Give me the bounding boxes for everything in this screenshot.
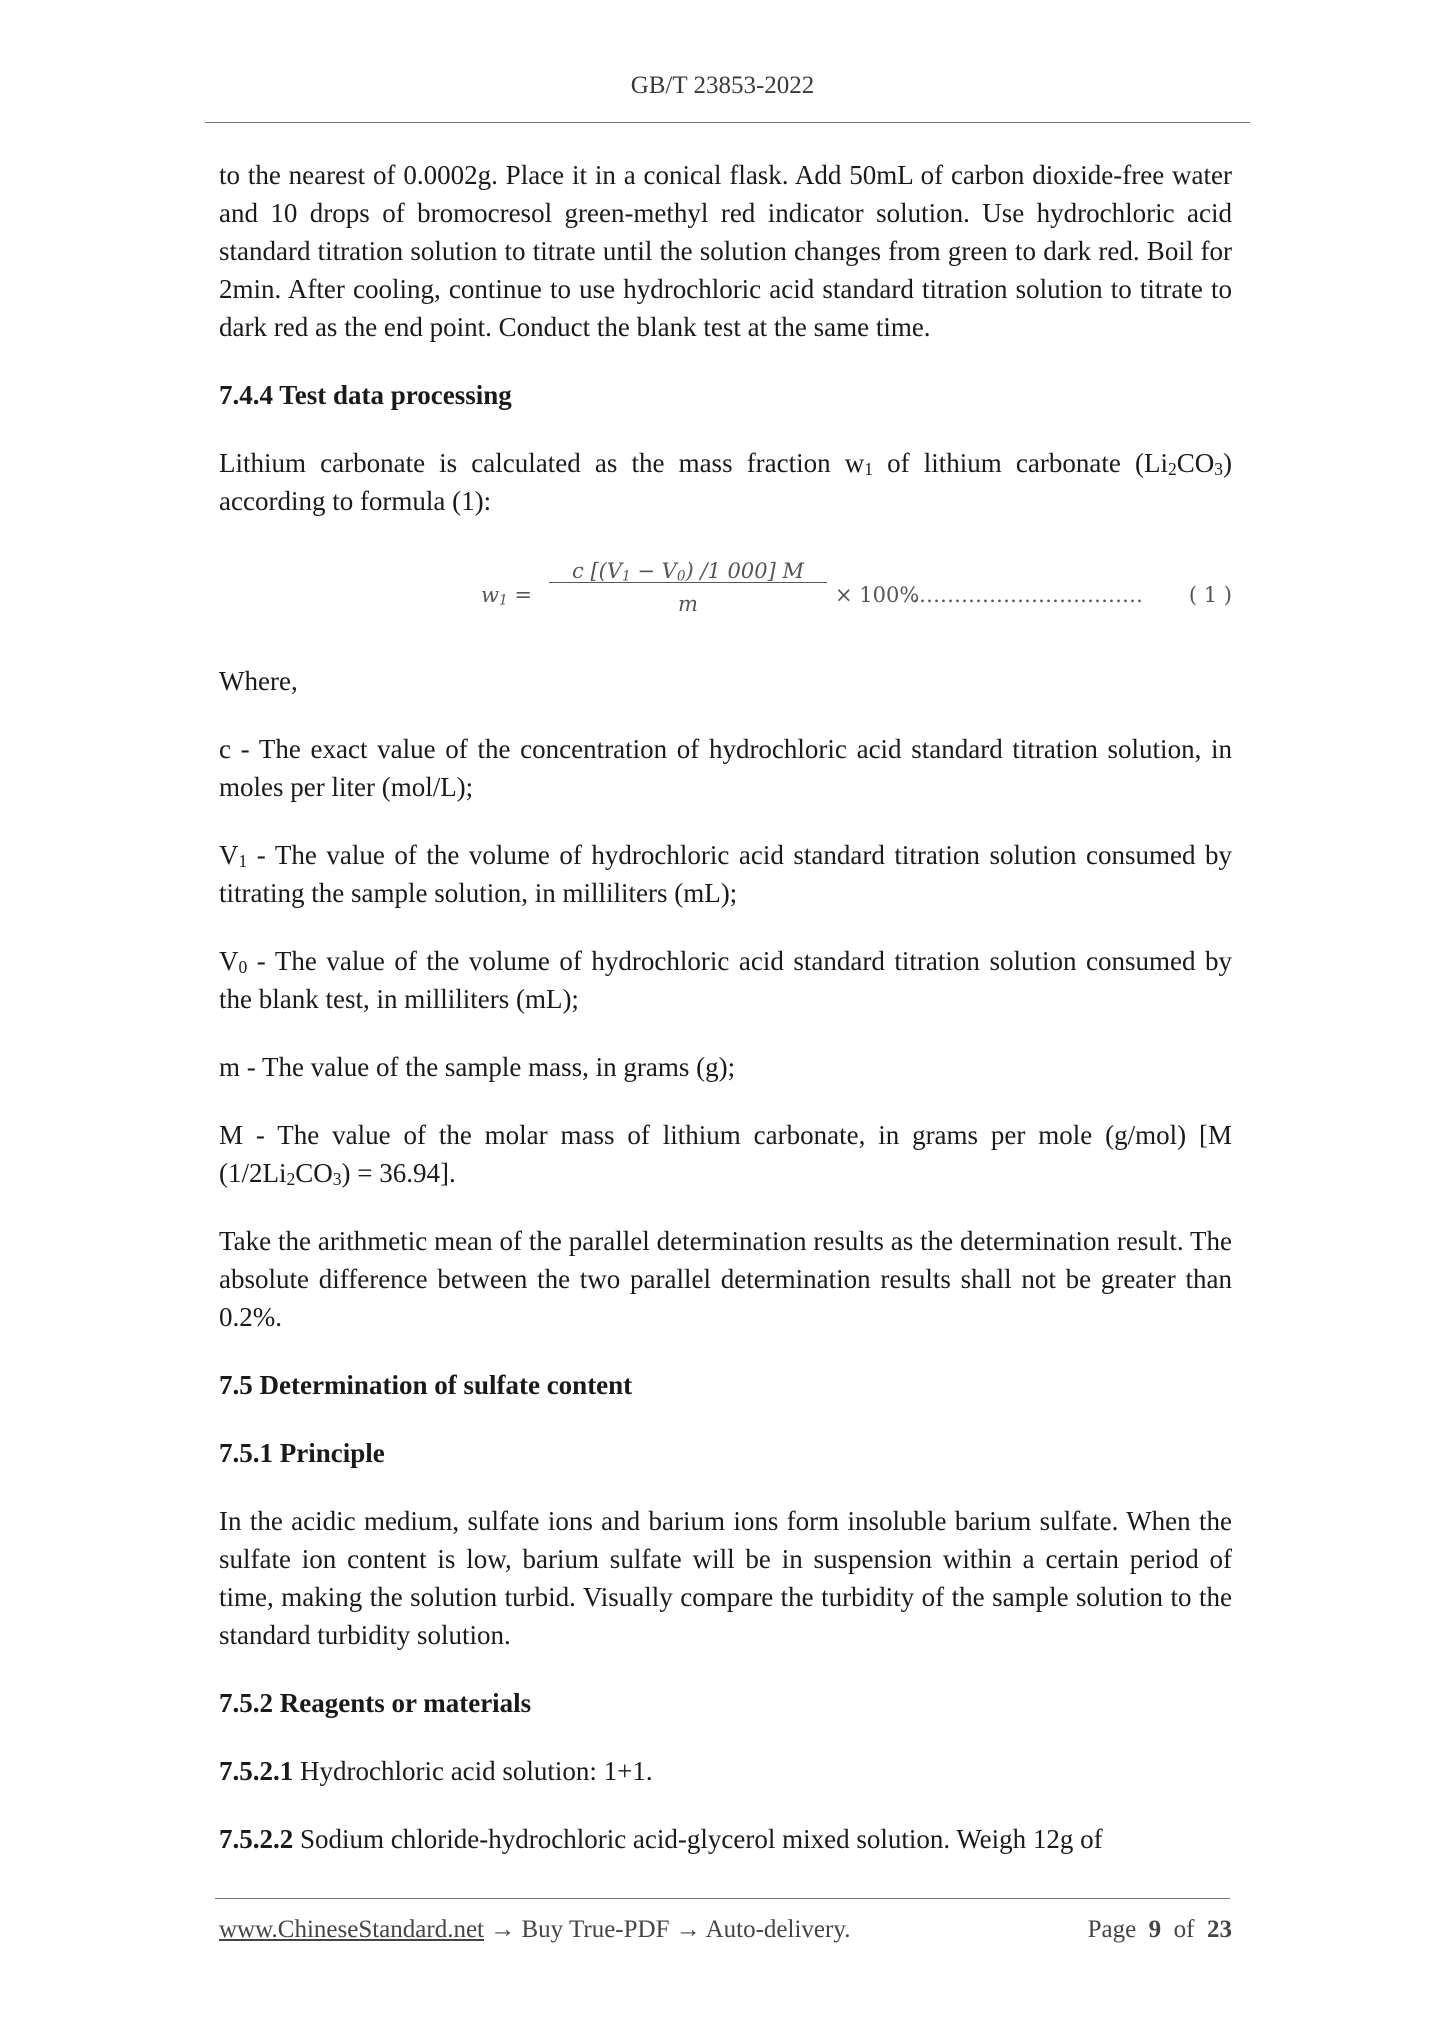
mean-paragraph: Take the arithmetic mean of the parallel determination results as the determination result. The absolute difference between the two parallel determination results shall not be greater than 0.2%. bbox=[219, 1226, 1232, 1332]
footer-promo bbox=[219, 1916, 850, 1944]
document-body bbox=[219, 156, 1232, 1858]
arrow-right-icon: → bbox=[669, 1916, 706, 1943]
arrow-right-icon: → bbox=[484, 1916, 522, 1943]
header-divider bbox=[205, 122, 1250, 123]
reagent-7-5-2-2: 7.5.2.2 Sodium chloride-hydrochloric acid-glycerol mixed solution. Weigh 12g of bbox=[219, 1824, 1103, 1854]
calculation-paragraph: Lithium carbonate is calculated as the mass fraction w1 of lithium carbonate (Li2CO3) according to formula (1): bbox=[219, 448, 1232, 516]
formula-leader-dots: …………………………… bbox=[912, 583, 1143, 607]
formula-lhs: w1 = bbox=[481, 583, 532, 609]
where-label: Where, bbox=[219, 666, 298, 696]
section-heading-7-5-2: 7.5.2 Reagents or materials bbox=[219, 1688, 532, 1718]
definition-m: m - The value of the sample mass, in grams (g); bbox=[219, 1052, 736, 1082]
section-heading-7-5-1: 7.5.1 Principle bbox=[219, 1438, 385, 1468]
formula-fraction bbox=[549, 552, 827, 623]
definition-molar-mass: M - The value of the molar mass of lithium carbonate, in grams per mole (g/mol) [M (1/2Li2CO3) = 36.94]. bbox=[219, 1120, 1232, 1190]
section-heading-7-4-4: 7.4.4 Test data processing bbox=[219, 380, 512, 410]
intro-paragraph: to the nearest of 0.0002g. Place it in a conical flask. Add 50mL of carbon dioxide-free water and 10 drops of bromocresol green-methyl red indicator solution. Use hydrochloric acid standard titration solution to titrate until the solution changes from green to dark red. Boil for 2min. After cooling, continue to use hydrochloric acid standard titration solution to titrate to dark red as the end point. Conduct the blank test at the same time. bbox=[219, 160, 1232, 342]
formula-denominator: m bbox=[678, 592, 698, 616]
document-header-title: GB/T 23853-2022 bbox=[630, 72, 815, 99]
buy-true-pdf-text: Buy True-PDF bbox=[521, 1916, 670, 1943]
chinesestandard-link[interactable]: www.ChineseStandard.net bbox=[219, 1916, 484, 1943]
section-heading-7-5: 7.5 Determination of sulfate content bbox=[219, 1370, 633, 1400]
definition-v1: V1 - The value of the volume of hydrochloric acid standard titration solution consumed by titrating the sample solution, in milliliters (mL); bbox=[219, 840, 1232, 908]
principle-paragraph: In the acidic medium, sulfate ions and barium ions form insoluble barium sulfate. When the sulfate ion content is low, barium sulfate will be in suspension within a certain period of time, making the solution turbid. Visually compare the turbidity of the sample solution to the standard turbidity solution. bbox=[219, 1506, 1232, 1650]
definition-v0: V0 - The value of the volume of hydrochloric acid standard titration solution consumed by the blank test, in milliliters (mL); bbox=[219, 946, 1232, 1014]
formula-1 bbox=[219, 552, 1232, 632]
footer-divider bbox=[215, 1898, 1230, 1899]
page-number: Page 9 of 23 bbox=[1087, 1916, 1232, 1943]
formula-number: ( 1 ) bbox=[1188, 583, 1232, 607]
formula-numerator: c [(V1 − V0) /1 000] M bbox=[572, 559, 804, 585]
reagent-7-5-2-1: 7.5.2.1 Hydrochloric acid solution: 1+1. bbox=[219, 1756, 653, 1786]
auto-delivery-text: Auto-delivery. bbox=[705, 1916, 851, 1943]
definition-c: c - The exact value of the concentration of hydrochloric acid standard titration solution, in moles per liter (mol/L); bbox=[219, 734, 1232, 802]
formula-times: × 100% bbox=[835, 583, 920, 607]
